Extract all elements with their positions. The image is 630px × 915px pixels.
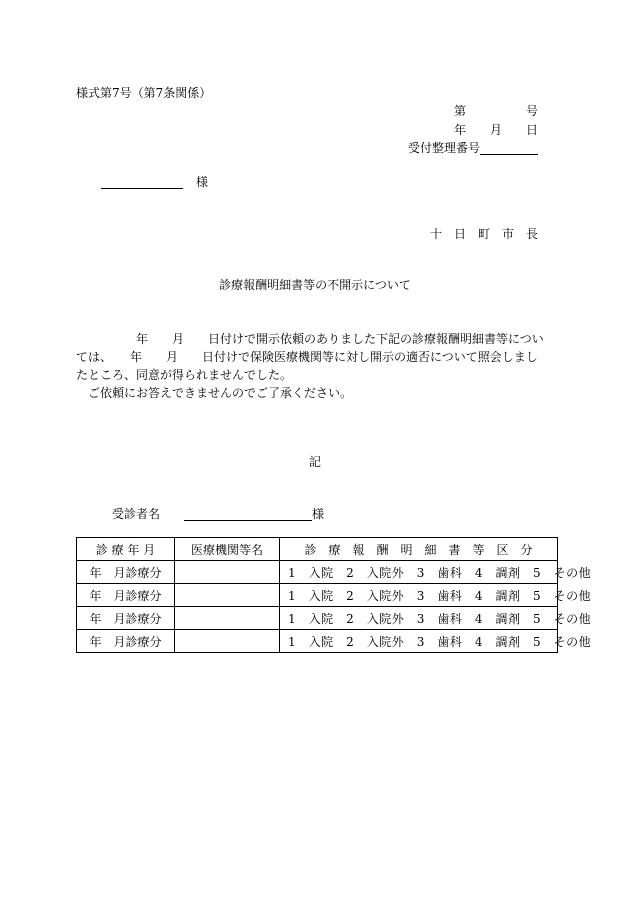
document-number: 第 号: [453, 104, 538, 118]
patient-name-blank: [184, 508, 312, 521]
table-row: [77, 630, 558, 653]
row-date: 年 月診療分: [77, 607, 175, 630]
row-category: 1 入院 2 入院外 3 歯科 4 調剤 5 その他: [280, 584, 558, 607]
addressee-blank: [101, 176, 183, 189]
ki-heading: 記: [309, 455, 322, 469]
receipt-number: [408, 141, 538, 155]
body-line-1: 年 月 日付けで開示依頼のありました下記の診療報酬明細書等につい: [76, 332, 544, 346]
row-category: 1 入院 2 入院外 3 歯科 4 調剤 5 その他: [280, 630, 558, 653]
patient-name-suffix: 様: [312, 507, 325, 521]
row-institution: [175, 607, 280, 630]
row-category: 1 入院 2 入院外 3 歯科 4 調剤 5 その他: [280, 607, 558, 630]
document-date: 年 月 日: [453, 123, 538, 137]
records-table: [76, 537, 592, 653]
form-number: 様式第7号（第7条関係）: [76, 86, 212, 100]
sender: 十 日 町 市 長: [429, 227, 538, 241]
body-line-4: ご依頼にお答えできませんのでご了承ください。: [76, 386, 353, 400]
header-category: 診 療 報 酬 明 細 書 等 区 分: [280, 538, 558, 561]
body-line-2: ては、 年 月 日付けで保険医療機関等に対し開示の適否について照会しまし: [76, 350, 538, 364]
patient-name: [184, 507, 324, 521]
table-row: [77, 584, 558, 607]
header-institution: 医療機関等名: [175, 538, 280, 561]
receipt-number-blank: [480, 142, 538, 155]
document-title: 診療報酬明細書等の不開示について: [219, 278, 411, 292]
body-line-3: たところ、同意が得られませんでした。: [76, 368, 293, 382]
row-institution: [175, 584, 280, 607]
row-date: 年 月診療分: [77, 584, 175, 607]
row-date: 年 月診療分: [77, 561, 175, 584]
addressee-suffix: 様: [196, 175, 209, 189]
table-row: [77, 561, 558, 584]
table-row: [77, 607, 558, 630]
row-date: 年 月診療分: [77, 630, 175, 653]
receipt-number-label: 受付整理番号: [407, 141, 480, 155]
row-category: 1 入院 2 入院外 3 歯科 4 調剤 5 その他: [280, 561, 558, 584]
addressee: [101, 175, 208, 189]
table-header-row: [77, 538, 558, 561]
row-institution: [175, 561, 280, 584]
header-treatment-month: 診 療 年 月: [77, 538, 175, 561]
row-institution: [175, 630, 280, 653]
patient-name-label: 受診者名: [112, 507, 161, 521]
